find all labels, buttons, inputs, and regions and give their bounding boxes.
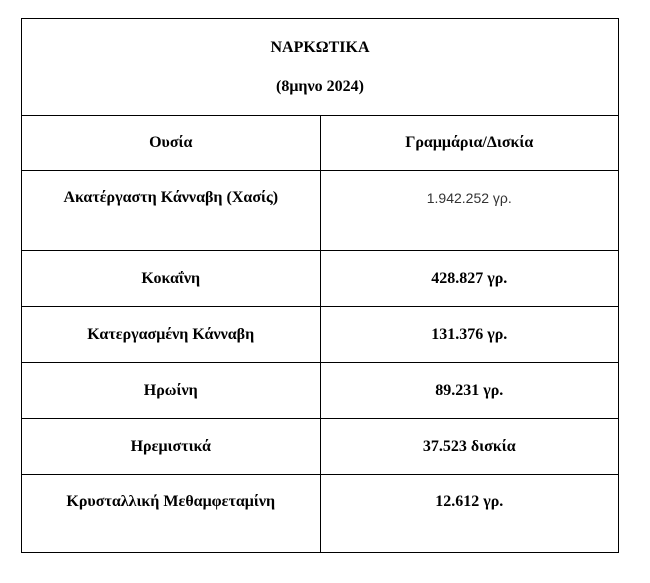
header-row [22, 116, 619, 171]
substance-cell: Ηρεμιστικά [22, 419, 321, 475]
title-cell [22, 19, 619, 116]
substance-cell: Ακατέργαστη Κάνναβη (Χασίς) [22, 171, 321, 251]
header-substance: Ουσία [22, 116, 321, 171]
table-subtitle: (8μηνο 2024) [276, 78, 364, 95]
table-row [22, 171, 619, 251]
amount-cell: 1.942.252 γρ. [320, 171, 619, 251]
table-row [22, 251, 619, 307]
substance-cell: Κοκαΐνη [22, 251, 321, 307]
amount-cell: 89.231 γρ. [320, 363, 619, 419]
table-row [22, 307, 619, 363]
table-row [22, 475, 619, 553]
amount-cell: 131.376 γρ. [320, 307, 619, 363]
title-row [22, 19, 619, 116]
table-row [22, 363, 619, 419]
substance-cell: Κρυσταλλική Μεθαμφεταμίνη [22, 475, 321, 553]
substance-cell: Ηρωίνη [22, 363, 321, 419]
amount-cell: 37.523 δισκία [320, 419, 619, 475]
table-title: ΝΑΡΚΩΤΙΚΑ [270, 39, 370, 56]
amount-cell: 12.612 γρ. [320, 475, 619, 553]
table-row [22, 419, 619, 475]
narcotics-table [21, 18, 619, 553]
header-amount: Γραμμάρια/Δισκία [320, 116, 619, 171]
substance-cell: Κατεργασμένη Κάνναβη [22, 307, 321, 363]
amount-cell: 428.827 γρ. [320, 251, 619, 307]
